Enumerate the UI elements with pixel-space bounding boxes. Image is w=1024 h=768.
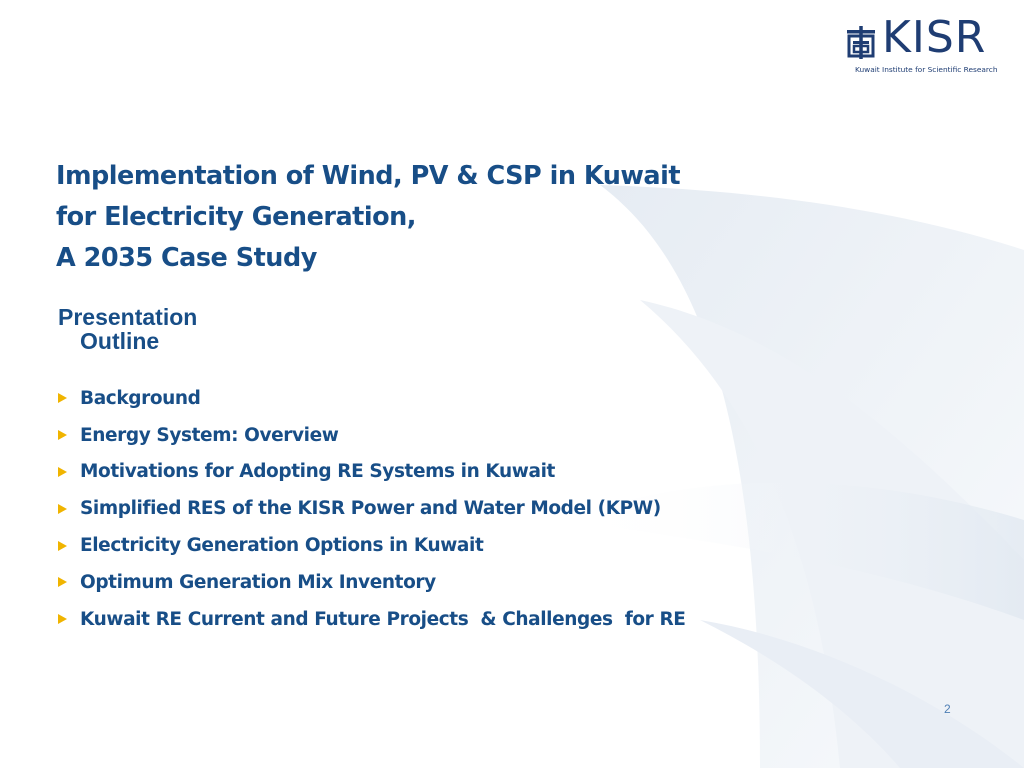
list-item-label: Electricity Generation Options in Kuwait [80, 535, 484, 557]
list-item-label: Background [80, 387, 201, 409]
triangle-bullet-icon [58, 614, 67, 624]
list-item-label: Energy System: Overview [80, 424, 339, 446]
triangle-bullet-icon [58, 541, 67, 551]
triangle-bullet-icon [58, 393, 67, 403]
list-item [58, 490, 686, 527]
title-line: for Electricity Generation, [56, 202, 416, 232]
page-number: 2 [944, 702, 951, 716]
section-heading-line: Presentation [58, 304, 198, 330]
triangle-bullet-icon [58, 430, 67, 440]
list-item [58, 601, 686, 638]
kisr-emblem-icon [846, 26, 876, 60]
list-item-label: Motivations for Adopting RE Systems in Kuwait [80, 461, 555, 483]
section-heading-line: Outline [80, 328, 160, 354]
triangle-bullet-icon [58, 504, 67, 514]
list-item-label: Optimum Generation Mix Inventory [80, 571, 436, 593]
kisr-logo [842, 12, 1002, 78]
outline-list [58, 380, 686, 638]
title-line: Implementation of Wind, PV & CSP in Kuwait [56, 161, 681, 191]
title-line: A 2035 Case Study [56, 243, 317, 273]
list-item [58, 454, 686, 491]
list-item [58, 417, 686, 454]
logo-wordmark: KISR [882, 12, 987, 63]
logo-subtitle: Kuwait Institute for Scientific Research [855, 65, 998, 74]
list-item [58, 527, 686, 564]
section-heading [58, 305, 197, 353]
slide-title [56, 156, 776, 279]
triangle-bullet-icon [58, 467, 67, 477]
list-item-label: Kuwait RE Current and Future Projects & Challenges for RE [80, 608, 686, 630]
list-item [58, 380, 686, 417]
list-item-label: Simplified RES of the KISR Power and Water Model (KPW) [80, 498, 661, 520]
triangle-bullet-icon [58, 577, 67, 587]
list-item [58, 564, 686, 601]
